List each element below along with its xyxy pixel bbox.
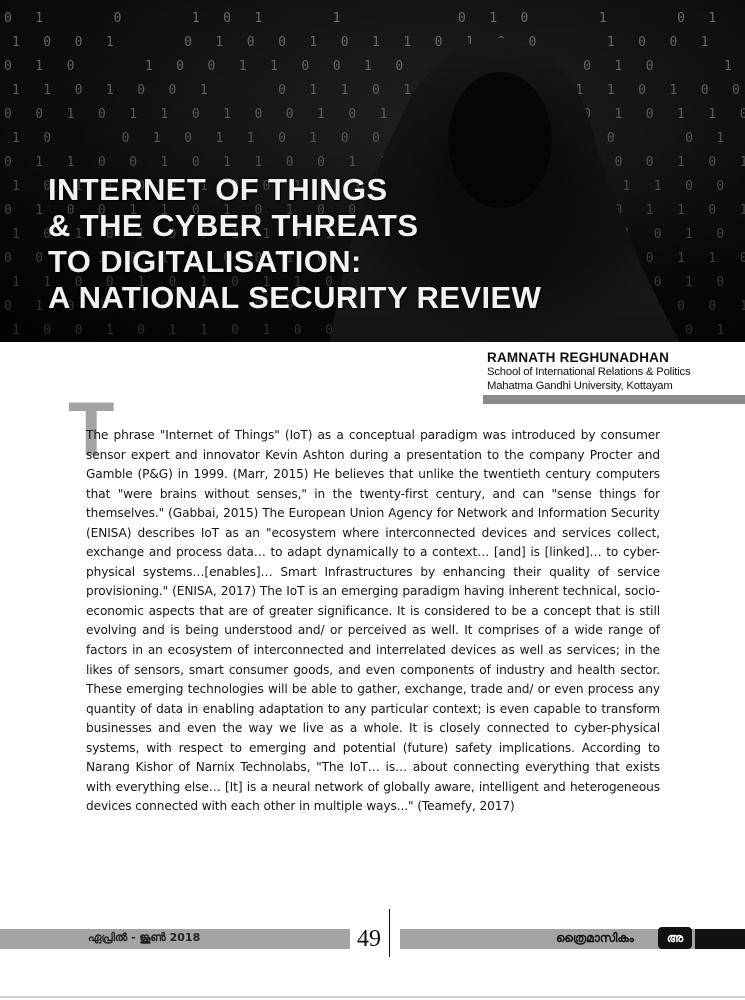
page-number: 49 bbox=[357, 926, 381, 952]
article-body: The phrase "Internet of Things" (IoT) as a conceptual paradigm was introduced by consumer sensor expert and innovator Kevin Ashton during a presentation to the company Procter and Gamble (P&G) in 1999. (Marr, 2015) He believes that unlike the twentieth century computers that "were brains without senses," in the twenty-first century, and can "sense things for themselves." (Gabbai, 2015) The European Union Agency for Network and Information Security (ENISA) describes IoT as an "ecosystem where interconnected devices and services collect, exchange and process data… to adapt dynamically to a context… [and] is [linked]… to cyber-physical systems…[enables]… Smart Infrastructures by enhancing their quality of service provisioning." (ENISA, 2017) The IoT is an emerging paradigm having inherent technical, socio-economic aspects that are of greater significance. It is considered to be a concept that is still evolving and is being understood and/ or perceived as well. It comprises of a wide range of factors in an ecosystem of interconnected and interrelated devices as well as services; in the likes of sensors, smart consumer goods, and even components of industry and health sector. These emerging technologies will be able to gather, exchange, trade and/ or even process any quantity of data in enabling adaptation to any particular context; is even capable to transform businesses and even the way we live as a whole. It is closely connected to cyber-physical systems, with respect to emerging and potential (future) safety implications. According to Narang Kishor of Narnix Technolabs, "The IoT… is… about connecting everything that exists with everything else… [It] is a neural network of globally aware, intelligent and heterogeneous devices connected with each other in multiple ways..." (Teamefy, 2017) bbox=[86, 428, 660, 814]
issue-date: ഏപ്രിൽ - ജൂൺ 2018 bbox=[88, 931, 201, 944]
header-banner bbox=[0, 0, 745, 342]
footer-divider bbox=[389, 909, 390, 957]
drop-cap: T bbox=[68, 387, 115, 472]
magazine-logo-icon: അ bbox=[658, 927, 692, 949]
article-title bbox=[48, 172, 541, 316]
author-name: RAMNATH REGHUNADHAN bbox=[487, 350, 670, 365]
footer-black-block bbox=[695, 929, 745, 949]
title-line: A NATIONAL SECURITY REVIEW bbox=[48, 280, 542, 315]
title-line: & THE CYBER THREATS bbox=[48, 208, 419, 243]
author-block bbox=[487, 350, 690, 393]
magazine-name: ത്രൈമാസികം bbox=[556, 931, 634, 945]
title-line: INTERNET OF THINGS bbox=[48, 172, 388, 207]
title-line: TO DIGITALISATION: bbox=[48, 244, 362, 279]
author-university: Mahatma Gandhi University, Kottayam bbox=[487, 380, 673, 392]
page-bottom-rule bbox=[0, 996, 745, 998]
author-affiliation: School of International Relations & Politics bbox=[487, 366, 691, 378]
author-divider bbox=[483, 395, 745, 404]
